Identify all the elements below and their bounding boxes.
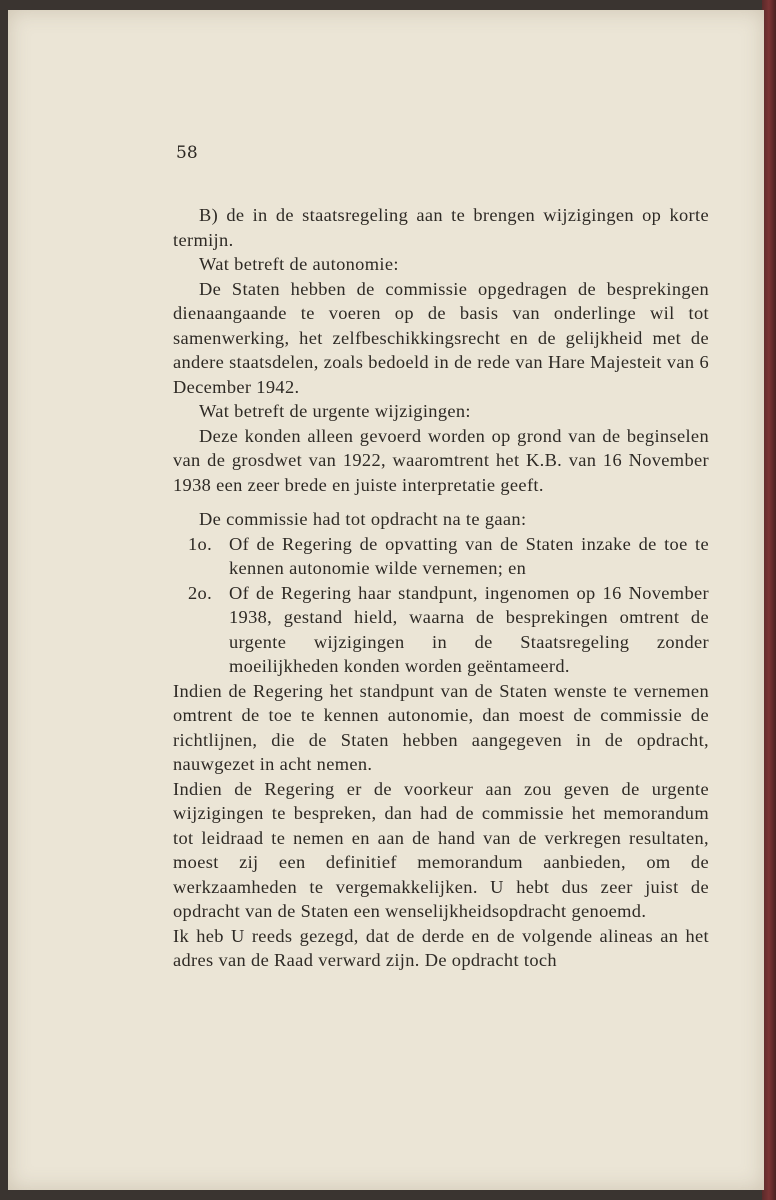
paragraph-opdracht: De commissie had tot opdracht na te gaan: bbox=[199, 509, 527, 529]
list-item-number: 1o. bbox=[188, 533, 213, 554]
paragraph-b: B) de in de staatsregeling aan te brengen wijzigingen op korte termijn. bbox=[173, 205, 709, 250]
paragraph-indien-autonomie: Indien de Regering het standpunt van de Staten wenste te vernemen omtrent de toe te kennen autonomie, dan moest de commissie de richtlijnen, die de Staten hebben aangegeven in de opdracht, nauwgezet in acht nemen. bbox=[173, 680, 709, 774]
paragraph-indien-urgente: Indien de Regering er de voorkeur aan zou geven de urgente wijzigingen te bespreken, dan had de commissie het memorandum tot leidraad te nemen en aan de hand van de verkregen resultaten, moest zij een definitief memorandum aanbieden, om de werkzaamheden te vergemakkelijken. U hebt dus zeer juist de opdracht van de Staten een wenselijkheidsopdracht genoemd. bbox=[173, 778, 709, 921]
list-item bbox=[173, 581, 709, 679]
list-item-text: Of de Regering haar standpunt, ingenomen op 16 November 1938, gestand hield, waarna de besprekingen omtrent de urgente wijzigingen in de Staatsregeling zonder moeilijkheden konden worden geëntameerd. bbox=[229, 582, 709, 676]
paragraph-ik-heb: Ik heb U reeds gezegd, dat de derde en de volgende alineas an het adres van de Raad verward zijn. De opdracht toch bbox=[173, 925, 709, 970]
paragraph-urgente-heading: Wat betreft de urgente wijzigingen: bbox=[199, 401, 471, 421]
page-text bbox=[173, 203, 709, 973]
list-item bbox=[173, 532, 709, 581]
paragraph-urgente: Deze konden alleen gevoerd worden op grond van de beginselen van de grosdwet van 1922, waaromtrent het K.B. van 16 November 1938 een zeer brede en juiste interpretatie geeft. bbox=[173, 425, 709, 495]
book-spine-edge bbox=[762, 0, 776, 1200]
list-item-number: 2o. bbox=[188, 582, 213, 603]
list-item-text: Of de Regering de opvatting van de Staten inzake de toe te kennen autonomie wilde vernemen; en bbox=[229, 533, 709, 578]
paragraph-autonomie: De Staten hebben de commissie opgedragen de besprekingen dienaangaande te voeren op de basis van onderlinge wil tot samenwerking, het zelfbeschikkingsrecht en de gelijkheid met de andere staatsdelen, zoals bedoeld in de rede van Hare Majesteit van 6 December 1942. bbox=[173, 278, 709, 397]
paragraph-autonomie-heading: Wat betreft de autonomie: bbox=[199, 254, 399, 274]
page-number: 58 bbox=[176, 143, 198, 163]
